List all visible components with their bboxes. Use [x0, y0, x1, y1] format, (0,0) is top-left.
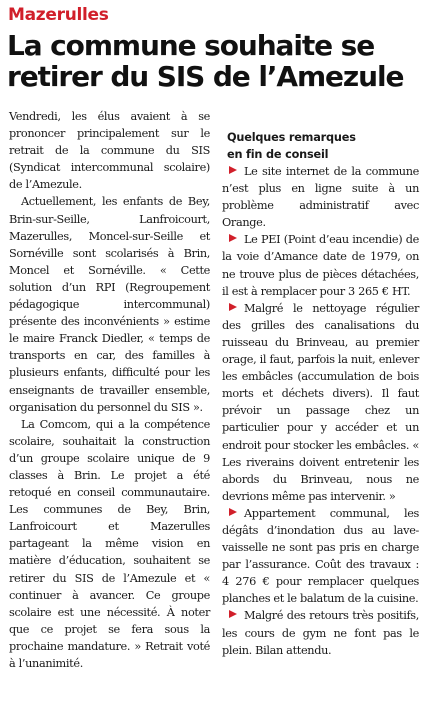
remark-text: Le PEI (Point d’eau incendie) de la voie d’Amance date de 1979, on ne trouve plus de pièces détachées, il est à remplacer pour 3 265 € HT. — [222, 233, 419, 298]
red-triangle-icon — [229, 166, 237, 174]
article-headline — [7, 30, 425, 92]
body-paragraph: Actuellement, les enfants de Bey, Brin-sur-Seille, Lanfroicourt, Mazerulles, Moncel-sur-Seille et Sornéville sont scolarisés à Brin, Moncel et Sornéville. « Cette solution d’un RPI (Regroupement pédagogique intercommunal) présente des inconvénients » estime le maire Franck Diedler, « temps de transports en car, des familles à plusieurs enfants, difficulté pour les enseignants de travailler ensemble, organisation du personnel du SIS ». — [9, 195, 210, 414]
headline-line-1: La commune souhaite se — [7, 29, 375, 62]
remark-text: Le site internet de la commune n’est plus en ligne suite à un problème administratif avec Orange. — [222, 165, 419, 230]
remarks-heading-line-2: en fin de conseil — [227, 148, 329, 161]
red-triangle-icon — [229, 303, 237, 311]
remarks-heading — [227, 129, 419, 163]
remark-item — [222, 607, 419, 658]
remark-text: Malgré le nettoyage régulier des grilles des canalisations du ruisseau du Brinveau, au premier orage, il faut, parfois la nuit, enlever les embâcles (accumulation de bois morts et déchets divers). Il faut prévoir un passage chez un particulier pour y accéder et un endroit pour stocker les embâcles. « Les riverains doivent entretenir les abords du Brinveau, nous ne devrions même pas intervenir. » — [222, 301, 419, 503]
remark-item — [222, 505, 419, 608]
remark-text: Appartement communal, les dégâts d’inondation dus au lave-vaisselle ne sont pas pris en charge par l’assurance. Coût des travaux : 4 276 € pour remplacer quelques planches et le balatum de la cuisine. — [222, 506, 419, 606]
red-triangle-icon — [229, 234, 237, 242]
article-kicker: Mazerulles — [8, 5, 109, 25]
body-paragraph: Vendredi, les élus avaient à se prononcer principalement sur le retrait de la commune du SIS (Syndicat intercommunal scolaire) de l’Amezule. — [9, 110, 210, 192]
red-triangle-icon — [229, 508, 237, 516]
remark-item — [222, 163, 419, 231]
remarks-heading-line-1: Quelques remarques — [227, 131, 356, 144]
remark-item — [222, 231, 419, 299]
headline-line-2: retirer du SIS de l’Amezule — [7, 60, 404, 93]
remark-item — [222, 300, 419, 505]
article-body-column — [9, 108, 210, 672]
red-triangle-icon — [229, 610, 237, 618]
remarks-box — [222, 108, 419, 659]
body-paragraph: La Comcom, qui a la compétence scolaire, souhaitait la construction d’un groupe scolaire unique de 9 classes à Brin. Le projet a été retoqué en conseil communautaire. Les communes de Bey, Brin, Lanfroicourt et Mazerulles partageant la même vision en matière d’éducation, souhaitent se retirer du SIS de l’Amezule et « continuer à avancer. Ce groupe scolaire est une nécessité. À noter que ce projet se fera sous la prochaine mandature. » Retrait voté à l’unanimité. — [9, 417, 210, 670]
remark-text: Malgré des retours très positifs, les cours de gym ne font pas le plein. Bilan attendu. — [222, 609, 419, 657]
